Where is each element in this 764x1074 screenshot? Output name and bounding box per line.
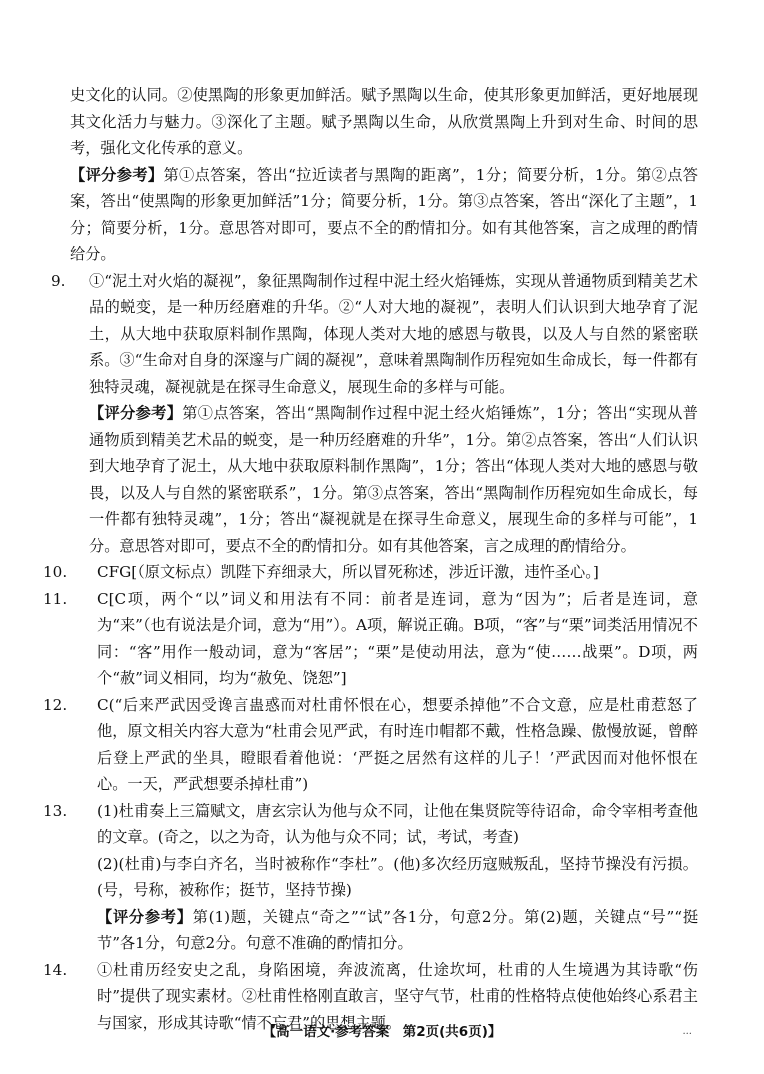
- question-number: 12.: [43, 695, 68, 714]
- answer-part-1: (1)杜甫奏上三篇赋文，唐玄宗认为他与众不同，让他在集贤院等待诏命，命令宰相考查他的文章。(奇之，以之为奇，认为他与众不同；试，考试，考查): [97, 801, 698, 846]
- question-9: [51, 268, 698, 560]
- scoring-tag: 【评分参考】: [70, 165, 164, 184]
- answer-text: CFG[（原文标点）凯陛下弃细录大，所以冒死称述，涉近讦激，违忤圣心。]: [97, 563, 599, 581]
- question-10: [43, 559, 698, 586]
- answer-text: C(“后来严武因受谗言蛊惑而对杜甫怀恨在心，想要杀掉他”不合文意，应是杜甫惹怒了他，原文相关内容大意为“杜甫会见严武，有时连巾帽都不戴，性格急躁、傲慢放诞，曾醉后登上严武的坐具，瞪眼看着他说：‘严挺之居然有这样的儿子！’严武因而对他怀恨在心。一天，严武想要杀掉杜甫”): [97, 695, 698, 793]
- question-number: 9.: [51, 271, 66, 290]
- question-12: [43, 692, 698, 798]
- answer-content: [43, 82, 699, 1036]
- corner-mark: ...: [682, 1026, 692, 1037]
- intro-paragraph: 史文化的认同。②使黑陶的形象更加鲜活。赋予黑陶以生命，使其形象更加鲜活，更好地展现其文化活力与魅力。③深化了主题。赋予黑陶以生命，从欣赏黑陶上升到对生命、时间的思考，强化文化传承的意义。: [70, 86, 698, 157]
- question-number: 13.: [43, 801, 68, 820]
- answer-text: ①“泥土对火焰的凝视”，象征黑陶制作过程中泥土经火焰锤炼，实现从普通物质到精美艺术品的蜕变，是一种历经磨难的升华。②“人对大地的凝视”，表明人们认识到大地孕育了泥土，从大地中获取原料制作黑陶，体现人类对大地的感恩与敬畏，以及人与自然的紧密联系。③“生命对自身的深邃与广阔的凝视”，意味着黑陶制作历程宛如生命成长，每一件都有独特灵魂，凝视就是在探寻生命意义，展现生命的多样与可能。: [89, 271, 698, 396]
- q9-scoring: [89, 400, 698, 559]
- intro-scoring: [70, 162, 698, 268]
- scoring-text: 第①点答案，答出“黑陶制作过程中泥土经火焰锤炼”，1分；答出“实现从普通物质到精美艺术品的蜕变，是一种历经磨难的升华”，1分。第②点答案，答出“人们认识到大地孕育了泥土，从大地中获取原料制作黑陶”，1分；答出“体现人类对大地的感恩与敬畏，以及人与自然的紧密联系”，1分。第③点答案，答出“黑陶制作历程宛如生命成长，每一件都有独特灵魂”，1分；答出“凝视就是在探寻生命意义，展现生命的多样与可能”，1分。意思答对即可，要点不全的酌情扣分。如有其他答案，言之成理的酌情给分。: [89, 404, 698, 555]
- question-number: 14.: [43, 960, 68, 979]
- scoring-tag: 【评分参考】: [97, 907, 193, 926]
- answer-part-2: (2)(杜甫)与李白齐名，当时被称作“李杜”。(他)多次经历寇贼叛乱，坚持节操没有污损。(号，号称，被称作；挺节，坚持节操): [97, 854, 698, 899]
- scoring-text: 第①点答案，答出“拉近读者与黑陶的距离”，1分；简要分析，1分。第②点答案，答出“使黑陶的形象更加鲜活”1分；简要分析，1分。第③点答案，答出“深化了主题”，1分；简要分析，1分。意思答对即可，要点不全的酌情扣分。如有其他答案，言之成理的酌情给分。: [70, 165, 698, 263]
- question-11: [43, 586, 698, 692]
- page-footer: 【高一语文·参考答案 第2页(共6页)】: [262, 1024, 502, 1040]
- scoring-tag: 【评分参考】: [89, 404, 183, 422]
- question-number: 10.: [43, 563, 68, 581]
- question-number: 11.: [43, 589, 68, 608]
- question-13: [43, 798, 699, 957]
- answer-text: ①杜甫历经安史之乱，身陷困境，奔波流离，仕途坎坷，杜甫的人生境遇为其诗歌“伤时”提供了现实素材。②杜甫性格刚直敢言，坚守气节，杜甫的性格特点使他始终心系君主与国家，形成其诗歌“情不忘君”的思想主题。: [97, 960, 698, 1032]
- q13-scoring: [97, 904, 698, 957]
- answer-text: C[C项，两个“以”词义和用法有不同：前者是连词，意为“因为”；后者是连词，意为“来”（也有说法是介词，意为“用”）。A项，解说正确。B项，“客”与“栗”词类活用情况不同：“客”用作一般动词，意为“客居”；“栗”是使动用法，意为“使……战栗”。D项，两个“赦”词义相同，均为“赦免、饶恕”]: [97, 589, 698, 687]
- scoring-text: 第(1)题，关键点“奇之”“试”各1分，句意2分。第(2)题，关键点“号”“挺节”各1分，句意2分。句意不准确的酌情扣分。: [97, 907, 699, 952]
